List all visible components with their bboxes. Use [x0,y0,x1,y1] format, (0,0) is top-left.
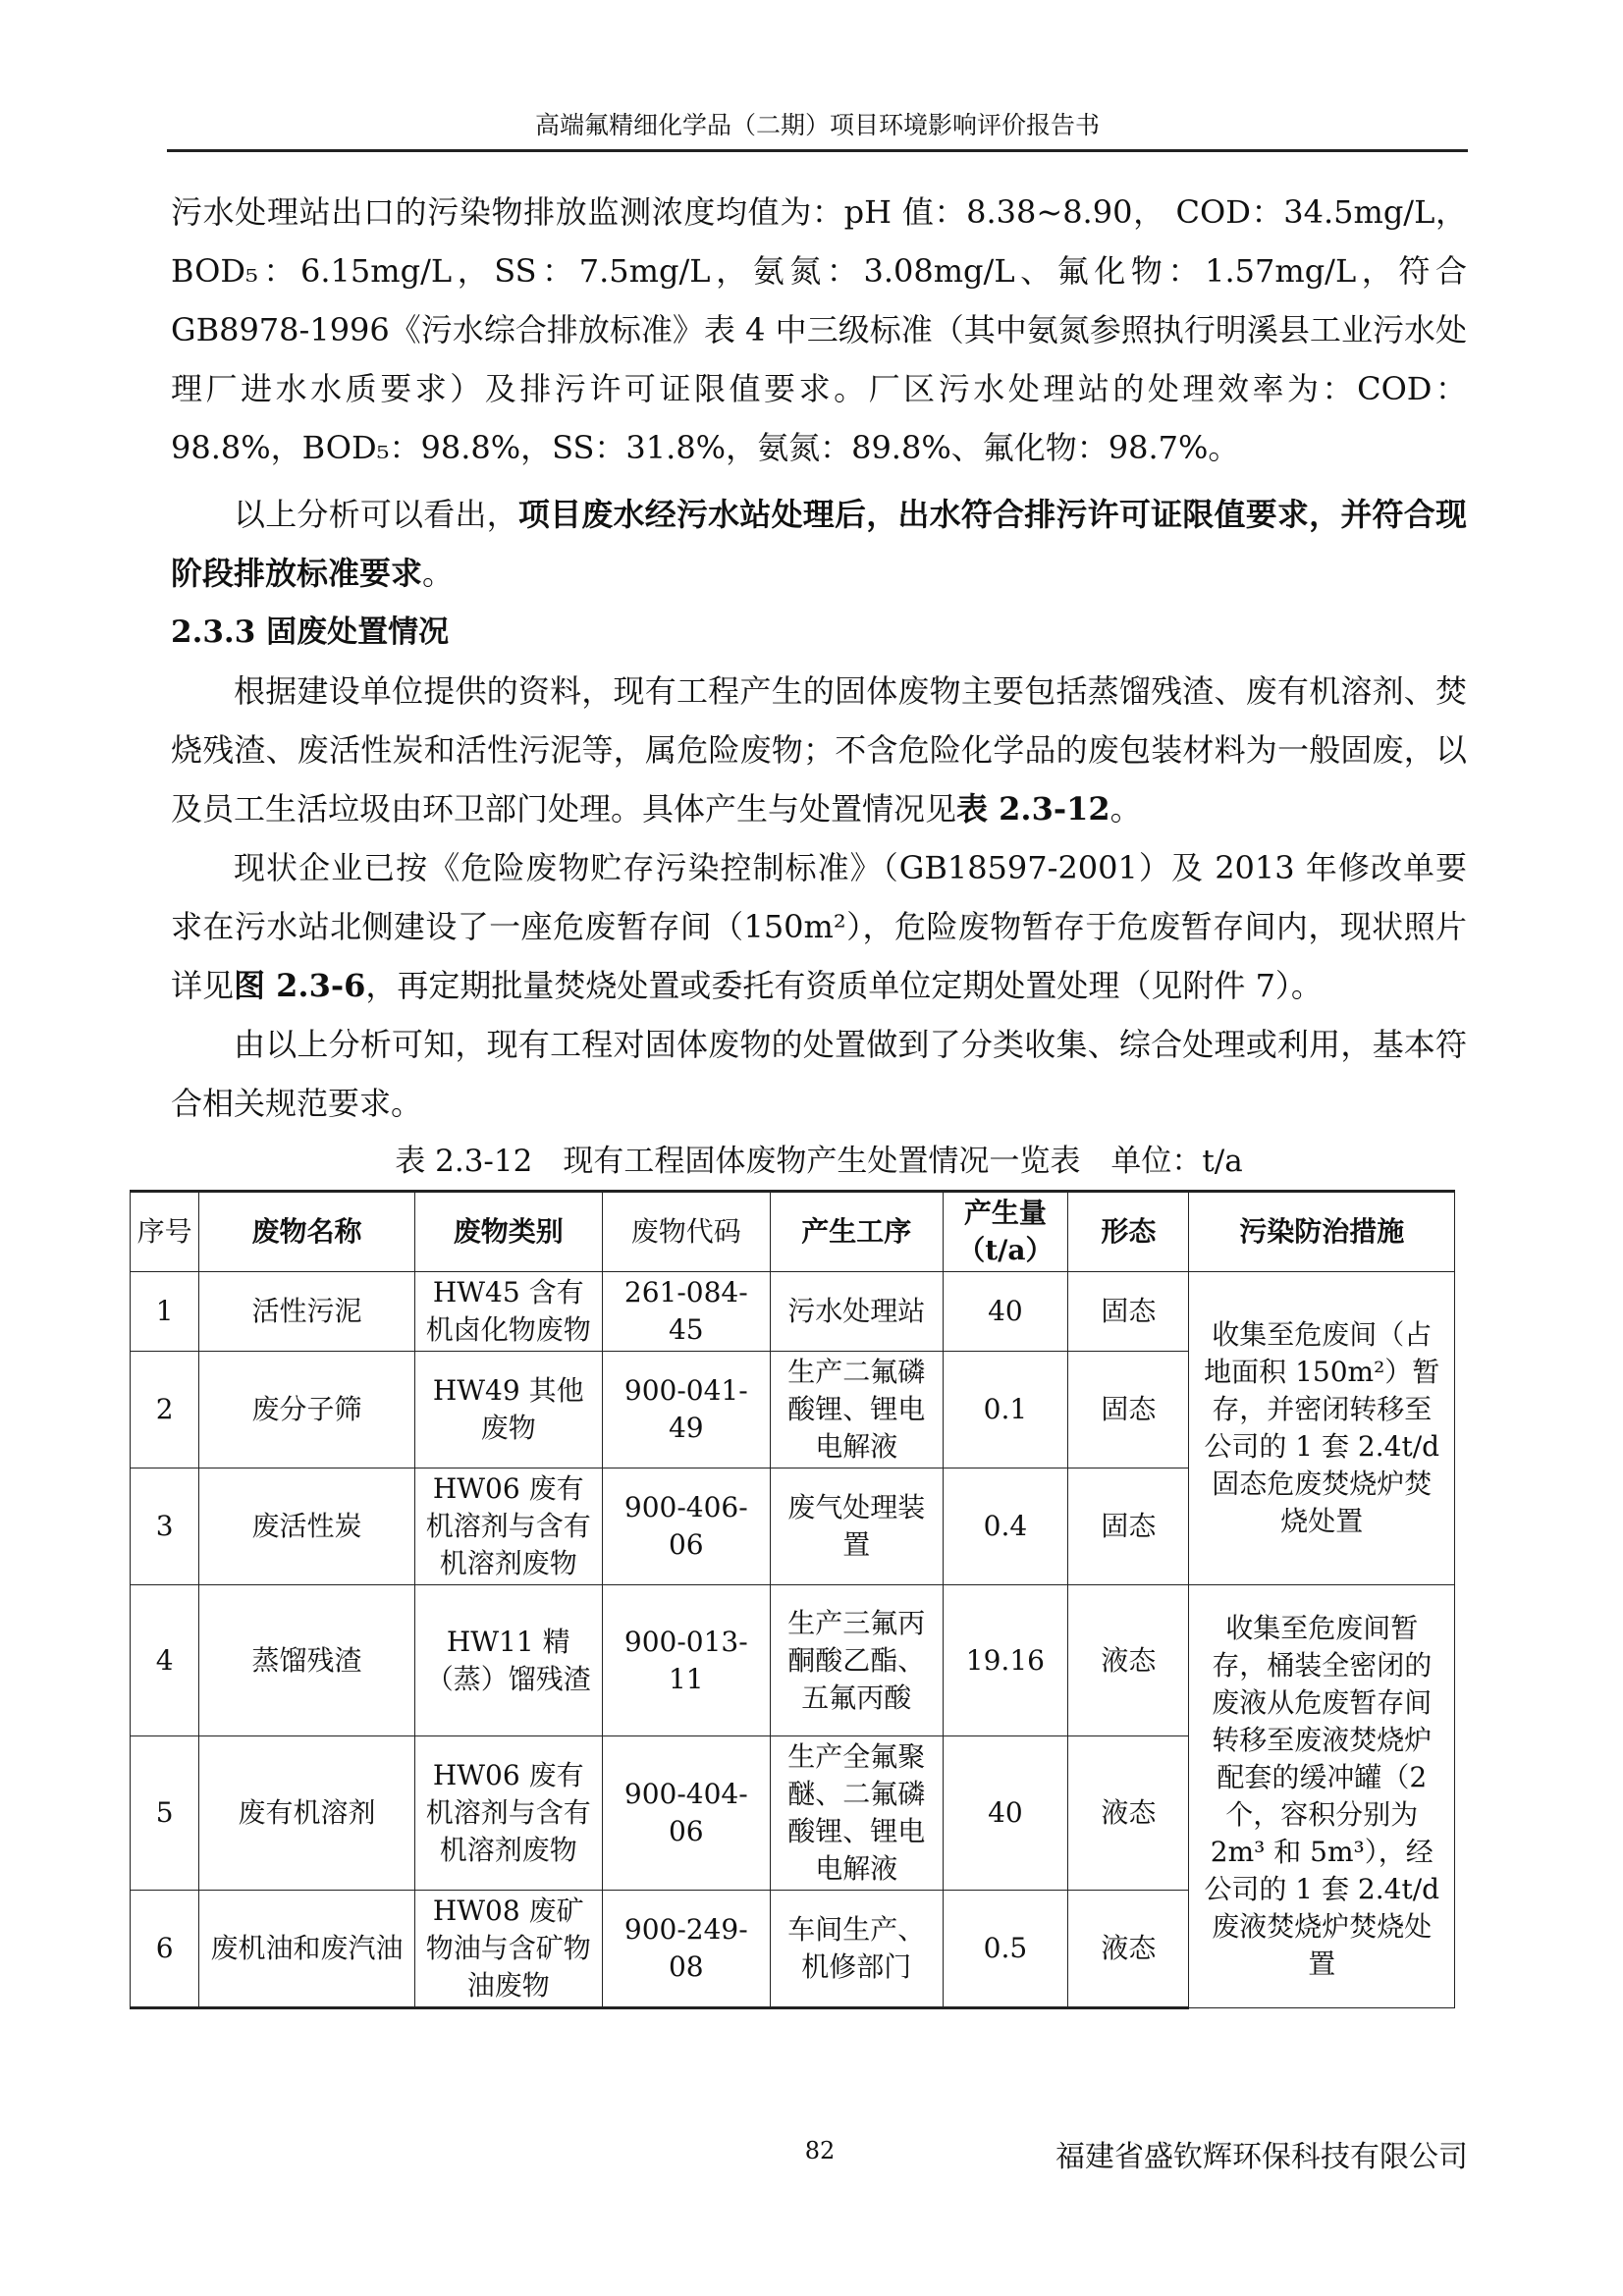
cell-process: 污水处理站 [770,1272,943,1352]
cell-state: 液态 [1068,1736,1189,1891]
cell-seq: 3 [131,1468,199,1585]
cell-category: HW06 废有机溶剂与含有机溶剂废物 [414,1468,602,1585]
table-row [131,1585,1455,1736]
header-amount: 产生量（t/a） [943,1192,1068,1272]
section-heading-solid-waste: 2.3.3 固废处置情况 [171,614,450,650]
cell-state: 固态 [1068,1468,1189,1585]
cell-amount: 40 [943,1736,1068,1891]
paragraph-wastewater-monitoring: 污水处理站出口的污染物排放监测浓度均值为：pH 值：8.38~8.90， COD：34.5mg/L，BOD₅：6.15mg/L，SS：7.5mg/L，氨氮：3.08mg/L、氟化物：1.57mg/L，符合 GB8978-1996《污水综合排放标准》表 4 中三级标准（其中氨氮参照执行明溪县工业污水处理厂进水水质要求）及排污许可证限值要求。厂区污水处理站的处理效率为：COD：98.8%，BOD₅：98.8%，SS：31.8%，氨氮：89.8%、氟化物：98.7%。 [171,193,1467,466]
cell-code: 900-249-08 [602,1891,770,2008]
cell-process: 生产全氟聚醚、二氟磷酸锂、锂电电解液 [770,1736,943,1891]
header-divider [167,149,1468,152]
cell-process: 生产二氟磷酸锂、锂电电解液 [770,1352,943,1468]
cell-seq: 4 [131,1585,199,1736]
cell-seq: 5 [131,1736,199,1891]
cell-measures-liquid: 收集至危废间暂存，桶装全密闭的废液从危废暂存间转移至废液焚烧炉配套的缓冲罐（2 个，容积分别为 2m³ 和 5m³），经公司的 1 套 2.4t/d 废液焚烧炉焚烧处置 [1189,1585,1455,2008]
cell-seq: 6 [131,1891,199,2008]
solid-waste-table [130,1190,1455,2009]
cell-category: HW45 含有机卤化物废物 [414,1272,602,1352]
cell-amount: 40 [943,1272,1068,1352]
cell-category: HW08 废矿物油与含矿物油废物 [414,1891,602,2008]
cell-amount: 0.5 [943,1891,1068,2008]
conclusion-end: 。 [422,555,455,592]
cell-name: 废分子筛 [199,1352,414,1468]
paragraph-solid-waste-overview [171,662,1467,838]
cell-category: HW06 废有机溶剂与含有机溶剂废物 [414,1736,602,1891]
table-reference: 表 2.3-12 [956,790,1110,828]
cell-state: 固态 [1068,1352,1189,1468]
figure-reference: 图 2.3-6 [234,967,366,1004]
paragraph-storage [171,838,1467,1015]
cell-name: 废活性炭 [199,1468,414,1585]
cell-code: 900-404-06 [602,1736,770,1891]
page-content [136,183,1467,2009]
cell-amount: 0.1 [943,1352,1068,1468]
overview-end: 。 [1109,790,1142,828]
cell-process: 生产三氟丙酮酸乙酯、五氟丙酸 [770,1585,943,1736]
page-number: 82 [804,2137,836,2164]
cell-state: 液态 [1068,1891,1189,2008]
header-category: 废物类别 [414,1192,602,1272]
cell-state: 固态 [1068,1272,1189,1352]
header-measures: 污染防治措施 [1189,1192,1455,1272]
cell-code: 900-406-06 [602,1468,770,1585]
cell-amount: 0.4 [943,1468,1068,1585]
cell-seq: 2 [131,1352,199,1468]
header-process: 产生工序 [770,1192,943,1272]
header-seq: 序号 [131,1192,199,1272]
cell-name: 废有机溶剂 [199,1736,414,1891]
table-caption: 表 2.3-12 现有工程固体废物产生处置情况一览表 单位：t/a [395,1144,1243,1179]
cell-category: HW49 其他废物 [414,1352,602,1468]
footer-company: 福建省盛钦辉环保科技有限公司 [1055,2140,1468,2174]
cell-state: 液态 [1068,1585,1189,1736]
conclusion-lead: 以上分析可以看出， [234,496,518,533]
table-header-row [131,1192,1455,1272]
cell-process: 车间生产、机修部门 [770,1891,943,2008]
header-state: 形态 [1068,1192,1189,1272]
cell-category: HW11 精（蒸）馏残渣 [414,1585,602,1736]
header-code: 废物代码 [602,1192,770,1272]
cell-name: 废机油和废汽油 [199,1891,414,2008]
cell-code: 900-013-11 [602,1585,770,1736]
cell-name: 蒸馏残渣 [199,1585,414,1736]
cell-amount: 19.16 [943,1585,1068,1736]
cell-name: 活性污泥 [199,1272,414,1352]
cell-measures-solid: 收集至危废间（占地面积 150m²）暂存，并密闭转移至公司的 1 套 2.4t/d 固态危废焚烧炉焚烧处置 [1189,1272,1455,1585]
cell-code: 261-084-45 [602,1272,770,1352]
overview-text: 根据建设单位提供的资料，现有工程产生的固体废物主要包括蒸馏残渣、废有机溶剂、焚烧残渣、废活性炭和活性污泥等，属危险废物；不含危险化学品的废包装材料为一般固废，以及员工生活垃圾由环卫部门处理。具体产生与处置情况见 [171,672,1467,828]
table-row [131,1272,1455,1352]
cell-process: 废气处理装置 [770,1468,943,1585]
paragraph-solid-waste-conclusion: 由以上分析可知，现有工程对固体废物的处置做到了分类收集、综合处理或利用，基本符合相关规范要求。 [171,1026,1467,1122]
paragraph-wastewater-conclusion [171,485,1467,603]
storage-end: ，再定期批量焚烧处置或委托有资质单位定期处置处理（见附件 7）。 [365,967,1323,1004]
header-name: 废物名称 [199,1192,414,1272]
cell-seq: 1 [131,1272,199,1352]
cell-code: 900-041-49 [602,1352,770,1468]
page-header-title: 高端氟精细化学品（二期）项目环境影响评价报告书 [534,111,1100,139]
storage-text: 现状企业已按《危险废物贮存污染控制标准》（GB18597-2001）及 2013 年修改单要求在污水站北侧建设了一座危废暂存间（150m²），危险废物暂存于危废暂存间内，现状照片详见 [171,849,1467,1004]
conclusion-bold: 项目废水经污水站处理后，出水符合排污许可证限值要求，并符合现阶段排放标准要求 [171,496,1467,592]
